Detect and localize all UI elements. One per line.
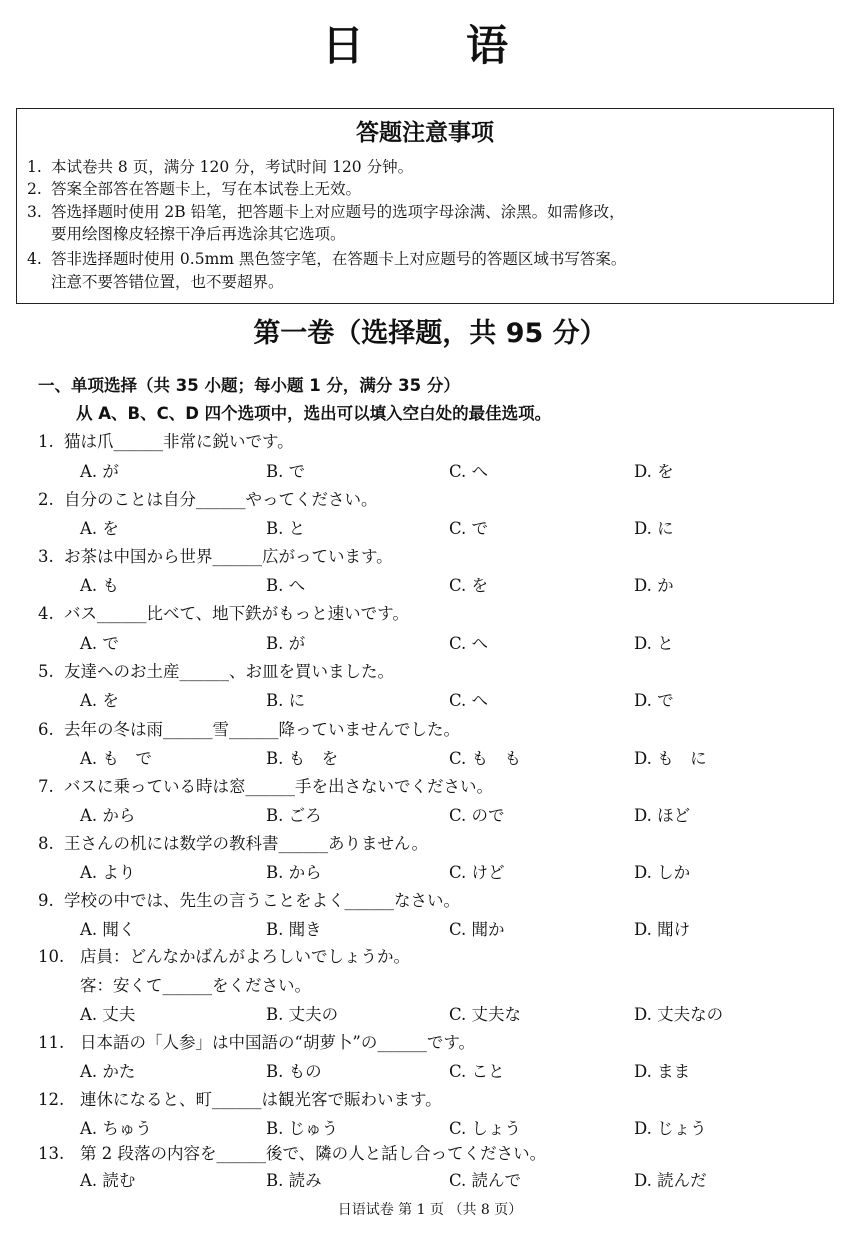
question-number: 3. <box>38 547 54 566</box>
option-b: B. ごろ <box>266 806 322 825</box>
notice-item <box>27 249 626 269</box>
question-number: 1. <box>38 432 54 451</box>
option-a: A. も で <box>80 749 152 768</box>
option-b: B. へ <box>266 576 306 595</box>
notice-item <box>27 179 361 199</box>
part-title: 第一卷（选择题，共 95 分） <box>253 318 607 349</box>
question-text: 去年の冬は雨______雪______降っていませんでした。 <box>64 720 460 739</box>
question-stem <box>38 603 409 625</box>
notice-item-number: 4. <box>27 250 42 268</box>
question-stem <box>38 833 428 855</box>
option-d: D. を <box>634 462 674 481</box>
question-text: 学校の中では、先生の言うことをよく______なさい。 <box>64 891 460 910</box>
notice-title: 答题注意事项 <box>356 120 494 146</box>
question-text: 連休になると、町______は観光客で賑わいます。 <box>80 1090 442 1109</box>
option-c: C. も も <box>449 749 522 768</box>
notice-item-number: 1. <box>27 158 42 176</box>
option-c: C. 聞か <box>449 920 505 939</box>
option-d: D. 丈夫なの <box>634 1005 724 1024</box>
option-d: D. ほど <box>634 806 691 825</box>
notice-item-text: 答非选择题时使用 0.5mm 黑色签字笔，在答题卡上对应题号的答题区域书写答案。 <box>51 250 627 268</box>
question-stem <box>38 546 393 568</box>
question-text: お茶は中国から世界______広がっています。 <box>64 547 393 566</box>
question-number: 7. <box>38 777 54 796</box>
notice-item <box>27 202 625 222</box>
question-number: 5. <box>38 662 54 681</box>
question-stem <box>38 719 460 741</box>
notice-item-number: 3. <box>27 203 42 221</box>
question-number: 13. <box>38 1144 65 1163</box>
notice-item-text: 本试卷共 8 页，满分 120 分，考试时间 120 分钟。 <box>51 158 414 176</box>
option-d: D. 読んだ <box>634 1171 707 1190</box>
option-a: A. 聞く <box>80 920 136 939</box>
question-number: 2. <box>38 490 54 509</box>
option-a: A. も <box>80 576 119 595</box>
option-a: A. で <box>80 634 119 653</box>
section-heading: 一、单项选择（共 35 小题；每小题 1 分，满分 35 分） <box>38 376 460 395</box>
option-b: B. 聞き <box>266 920 322 939</box>
page-footer: 日语试卷 第 1 页 （共 8 页） <box>337 1202 523 1218</box>
option-a: A. かた <box>80 1062 136 1081</box>
question-stem <box>38 1143 546 1165</box>
question-text-line: 客：安くて______をください。 <box>80 976 311 995</box>
question-stem <box>38 489 378 511</box>
notice-item-text: 答案全部答在答题卡上，写在本试卷上无效。 <box>51 180 362 198</box>
question-text: 友達へのお土産______、お皿を買いました。 <box>64 662 394 681</box>
option-b: B. が <box>266 634 306 653</box>
exam-title: 日 语 <box>321 21 538 70</box>
notice-item-text: 答选择题时使用 2B 铅笔，把答题卡上对应题号的选项字母涂满、涂黑。如需修改， <box>51 203 625 221</box>
question-stem <box>38 890 460 912</box>
option-d: D. まま <box>634 1062 691 1081</box>
question-text: バス______比べて、地下鉄がもっと速いです。 <box>64 604 409 623</box>
question-stem <box>38 946 410 968</box>
option-a: A. ちゅう <box>80 1119 152 1138</box>
option-d: D. しか <box>634 863 691 882</box>
option-a: A. を <box>80 519 119 538</box>
option-d: D. 聞け <box>634 920 691 939</box>
option-b: B. に <box>266 691 306 710</box>
option-c: C. ので <box>449 806 505 825</box>
option-d: D. じょう <box>634 1119 707 1138</box>
option-c: C. しょう <box>449 1119 522 1138</box>
option-a: A. 読む <box>80 1171 136 1190</box>
option-a: A. より <box>80 863 136 882</box>
question-text: 店員：どんなかばんがよろしいでしょうか。 <box>80 947 410 966</box>
option-b: B. と <box>266 519 306 538</box>
option-c: C. 読んで <box>449 1171 522 1190</box>
option-c: C. こと <box>449 1062 505 1081</box>
option-a: A. が <box>80 462 119 481</box>
option-d: D. か <box>634 576 674 595</box>
question-text: バスに乗っている時は窓______手を出さないでください。 <box>64 777 493 796</box>
option-a: A. から <box>80 806 136 825</box>
question-number: 6. <box>38 720 54 739</box>
question-number: 9. <box>38 891 54 910</box>
notice-box <box>16 108 834 304</box>
option-b: B. から <box>266 863 322 882</box>
notice-item <box>27 157 413 177</box>
question-text: 第 2 段落の内容を______後で、隣の人と話し合ってください。 <box>80 1144 547 1163</box>
question-stem <box>38 1032 475 1054</box>
option-c: C. けど <box>449 863 505 882</box>
option-c: C. を <box>449 576 489 595</box>
question-stem <box>38 661 394 683</box>
question-text: 王さんの机には数学の教科書______ありません。 <box>64 834 428 853</box>
notice-item-number: 2. <box>27 180 42 198</box>
option-b: B. 読み <box>266 1171 322 1190</box>
option-a: A. 丈夫 <box>80 1005 136 1024</box>
question-text: 自分のことは自分______やってください。 <box>64 490 378 509</box>
option-d: D. も に <box>634 749 707 768</box>
option-d: D. で <box>634 691 674 710</box>
question-number: 8. <box>38 834 54 853</box>
option-b: B. も を <box>266 749 339 768</box>
option-c: C. へ <box>449 691 489 710</box>
option-c: C. へ <box>449 634 489 653</box>
option-b: B. 丈夫の <box>266 1005 339 1024</box>
notice-item-continuation: 要用绘图橡皮轻擦干净后再选涂其它选项。 <box>51 225 346 243</box>
option-b: B. もの <box>266 1062 322 1081</box>
option-b: B. で <box>266 462 306 481</box>
option-d: D. と <box>634 634 674 653</box>
option-a: A. を <box>80 691 119 710</box>
question-stem <box>38 776 493 798</box>
question-stem <box>38 1089 442 1111</box>
section-instruction: 从 A、B、C、D 四个选项中，选出可以填入空白处的最佳选项。 <box>76 404 552 423</box>
question-number: 12. <box>38 1090 65 1109</box>
option-c: C. で <box>449 519 489 538</box>
question-number: 11. <box>38 1033 65 1052</box>
question-stem <box>38 431 294 453</box>
option-d: D. に <box>634 519 674 538</box>
question-text: 日本語の「人参」は中国語の“胡萝卜”の______です。 <box>80 1033 476 1052</box>
option-b: B. じゅう <box>266 1119 339 1138</box>
option-c: C. へ <box>449 462 489 481</box>
option-c: C. 丈夫な <box>449 1005 522 1024</box>
notice-item-continuation: 注意不要答错位置，也不要超界。 <box>51 273 284 291</box>
question-text: 猫は爪______非常に鋭いです。 <box>64 432 294 451</box>
question-number: 4. <box>38 604 54 623</box>
question-number: 10. <box>38 947 65 966</box>
